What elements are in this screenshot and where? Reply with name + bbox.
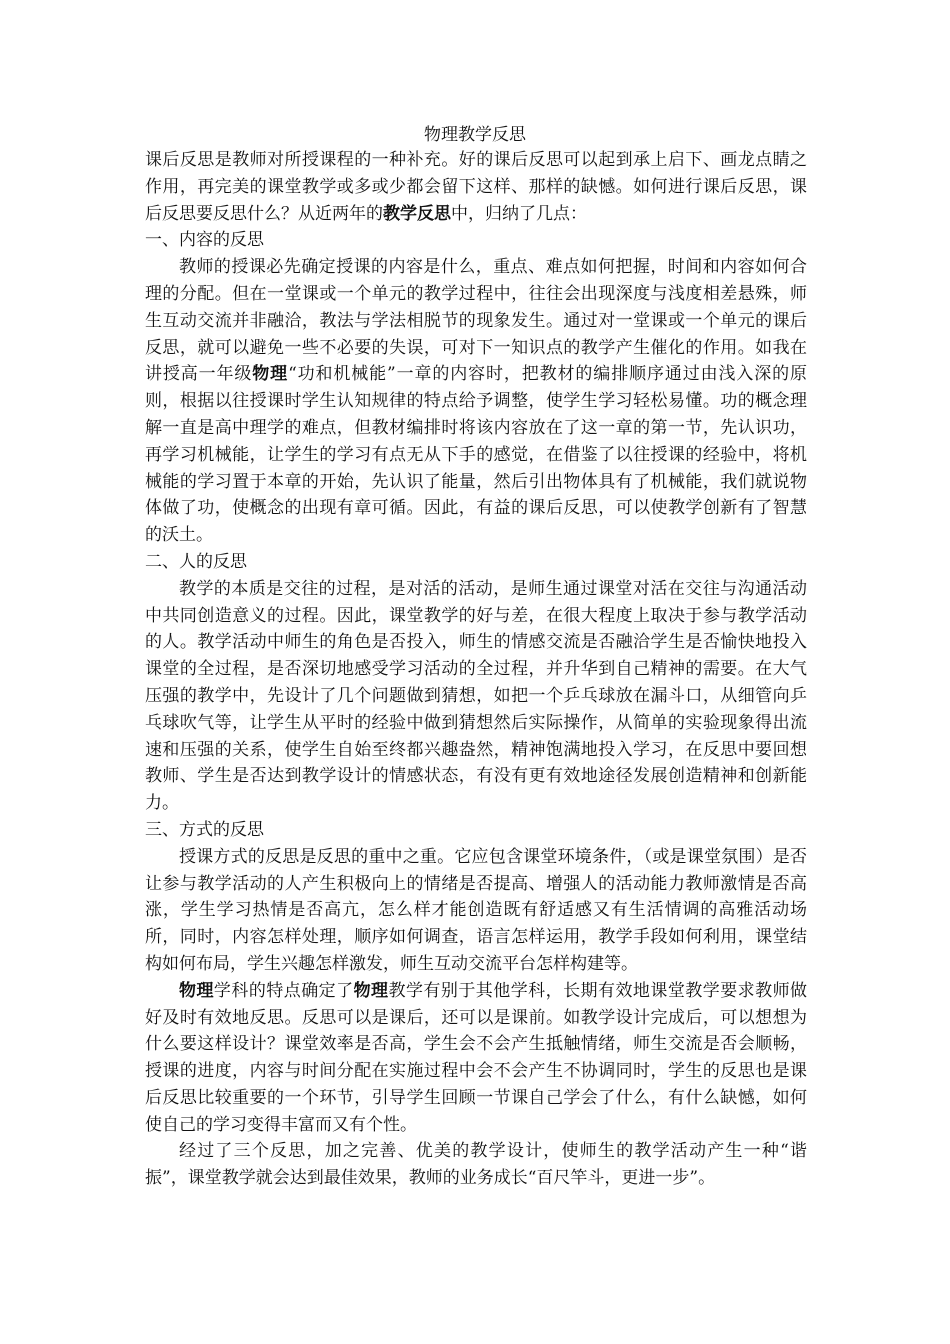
section-content-text-2: “功和机械能”一章的内容时，把教材的编排顺序通过由浅入深的原则，根据以往授课时学生认知规律的特点给予调整，使学生学习轻松易懂。功的概念理解一直是高中理学的难点，但教材编排时将该内容放在了这一章的第一节，先认识功，再学习机械能，让学生的学习有点无从下手的感觉，在借鉴了以往授课的经验中，将机械能的学习置于本章的开始，先认识了能量，然后引出物体具有了机械能，我们就说物体做了功，使概念的出现有章可循。因此，有益的课后反思，可以使教学创新有了智慧的沃土。 — [145, 364, 808, 546]
section-heading-content: 一、内容的反思 — [145, 230, 264, 251]
document-body — [145, 147, 807, 1192]
section-method-text-2: 教学有别于其他学科，长期有效地课堂教学要求教师做好及时有效地反思。反思可以是课后，还可以是课前。如教学设计完成后，可以想想为什么要这样设计？课堂效率是否高，学生会不会产生抵触情绪，师生交流是否会顺畅，授课的进度，内容与时间分配在实施过程中会不会产生不协调同时，学生的反思也是课后反思比较重要的一个环节，引导学生回顾一节课自己学会了什么，有什么缺憾，如何使自己的学习变得丰富而又有个性。 — [145, 980, 808, 1135]
section-content-paragraph — [145, 254, 807, 549]
intro-text-1: 课后反思是教师对所授课程的一种补充。好的课后反思可以起到承上启下、画龙点睛之作用，再完美的课堂教学或多或少都会留下这样、那样的缺憾。如何进行课后反思，课后反思要反思什么？从近两年的 — [145, 150, 807, 224]
section-method-text-1: 学科的特点确定了 — [213, 980, 354, 1001]
section-heading-people: 二、人的反思 — [145, 551, 247, 572]
section-heading-method: 三、方式的反思 — [145, 819, 264, 840]
section-method-paragraph-2 — [145, 978, 807, 1139]
keyword-physics: 物理 — [252, 364, 289, 385]
keyword-physics: 物理 — [353, 980, 389, 1001]
keyword-teaching-reflection: 教学反思 — [383, 203, 451, 224]
document-title: 物理教学反思 — [424, 125, 526, 145]
keyword-physics: 物理 — [179, 980, 214, 1001]
intro-paragraph — [145, 147, 807, 227]
section-people-paragraph: 教学的本质是交往的过程，是对活的活动，是师生通过课堂对活在交往与沟通活动中共同创造意义的过程。因此，课堂教学的好与差，在很大程度上取决于参与教学活动的人。教学活动中师生的角色是否投入，师生的情感交流是否融洽学生是否愉快地投入课堂的全过程，是否深切地感受学习活动的全过程，并升华到自己精神的需要。在大气压强的教学中，先设计了几个问题做到猜想，如把一个乒乓球放在漏斗口，从细管向乒乓球吹气等，让学生从平时的经验中做到猜想然后实际操作，从简单的实验现象得出流速和压强的关系，使学生自始至终都兴趣盎然，精神饱满地投入学习，在反思中要回想教师、学生是否达到教学设计的情感状态，有没有更有效地途径发展创造精神和创新能力。 — [145, 578, 807, 814]
intro-text-2: 中，归纳了几点： — [451, 203, 587, 224]
section-content-text-1: 教师的授课必先确定授课的内容是什么，重点、难点如何把握，时间和内容如何合理的分配。但在一堂课或一个单元的教学过程中，往往会出现深度与浅度相差悬殊，师生互动交流并非融洽，教法与学法相脱节的现象发生。通过对一堂课或一个单元的课后反思，就可以避免一些不必要的失误，可对下一知识点的教学产生催化的作用。如我在讲授高一年级 — [145, 257, 807, 385]
conclusion-paragraph: 经过了三个反思，加之完善、优美的教学设计，使师生的教学活动产生一种“谐振”，课堂教学就会达到最佳效果，教师的业务成长“百尺竿斗，更进一步”。 — [145, 1141, 807, 1189]
section-method-paragraph-1: 授课方式的反思是反思的重中之重。它应包含课堂环境条件，（或是课堂氛围）是否让参与教学活动的人产生积极向上的情绪是否提高、增强人的活动能力教师激情是否高涨，学生学习热情是否高亢，怎么样才能创造既有舒适感又有生活情调的高雅活动场所，同时，内容怎样处理，顺序如何调查，语言怎样运用，教学手段如何利用，课堂结构如何布局，学生兴趣怎样激发，师生互动交流平台怎样构建等。 — [145, 846, 807, 974]
